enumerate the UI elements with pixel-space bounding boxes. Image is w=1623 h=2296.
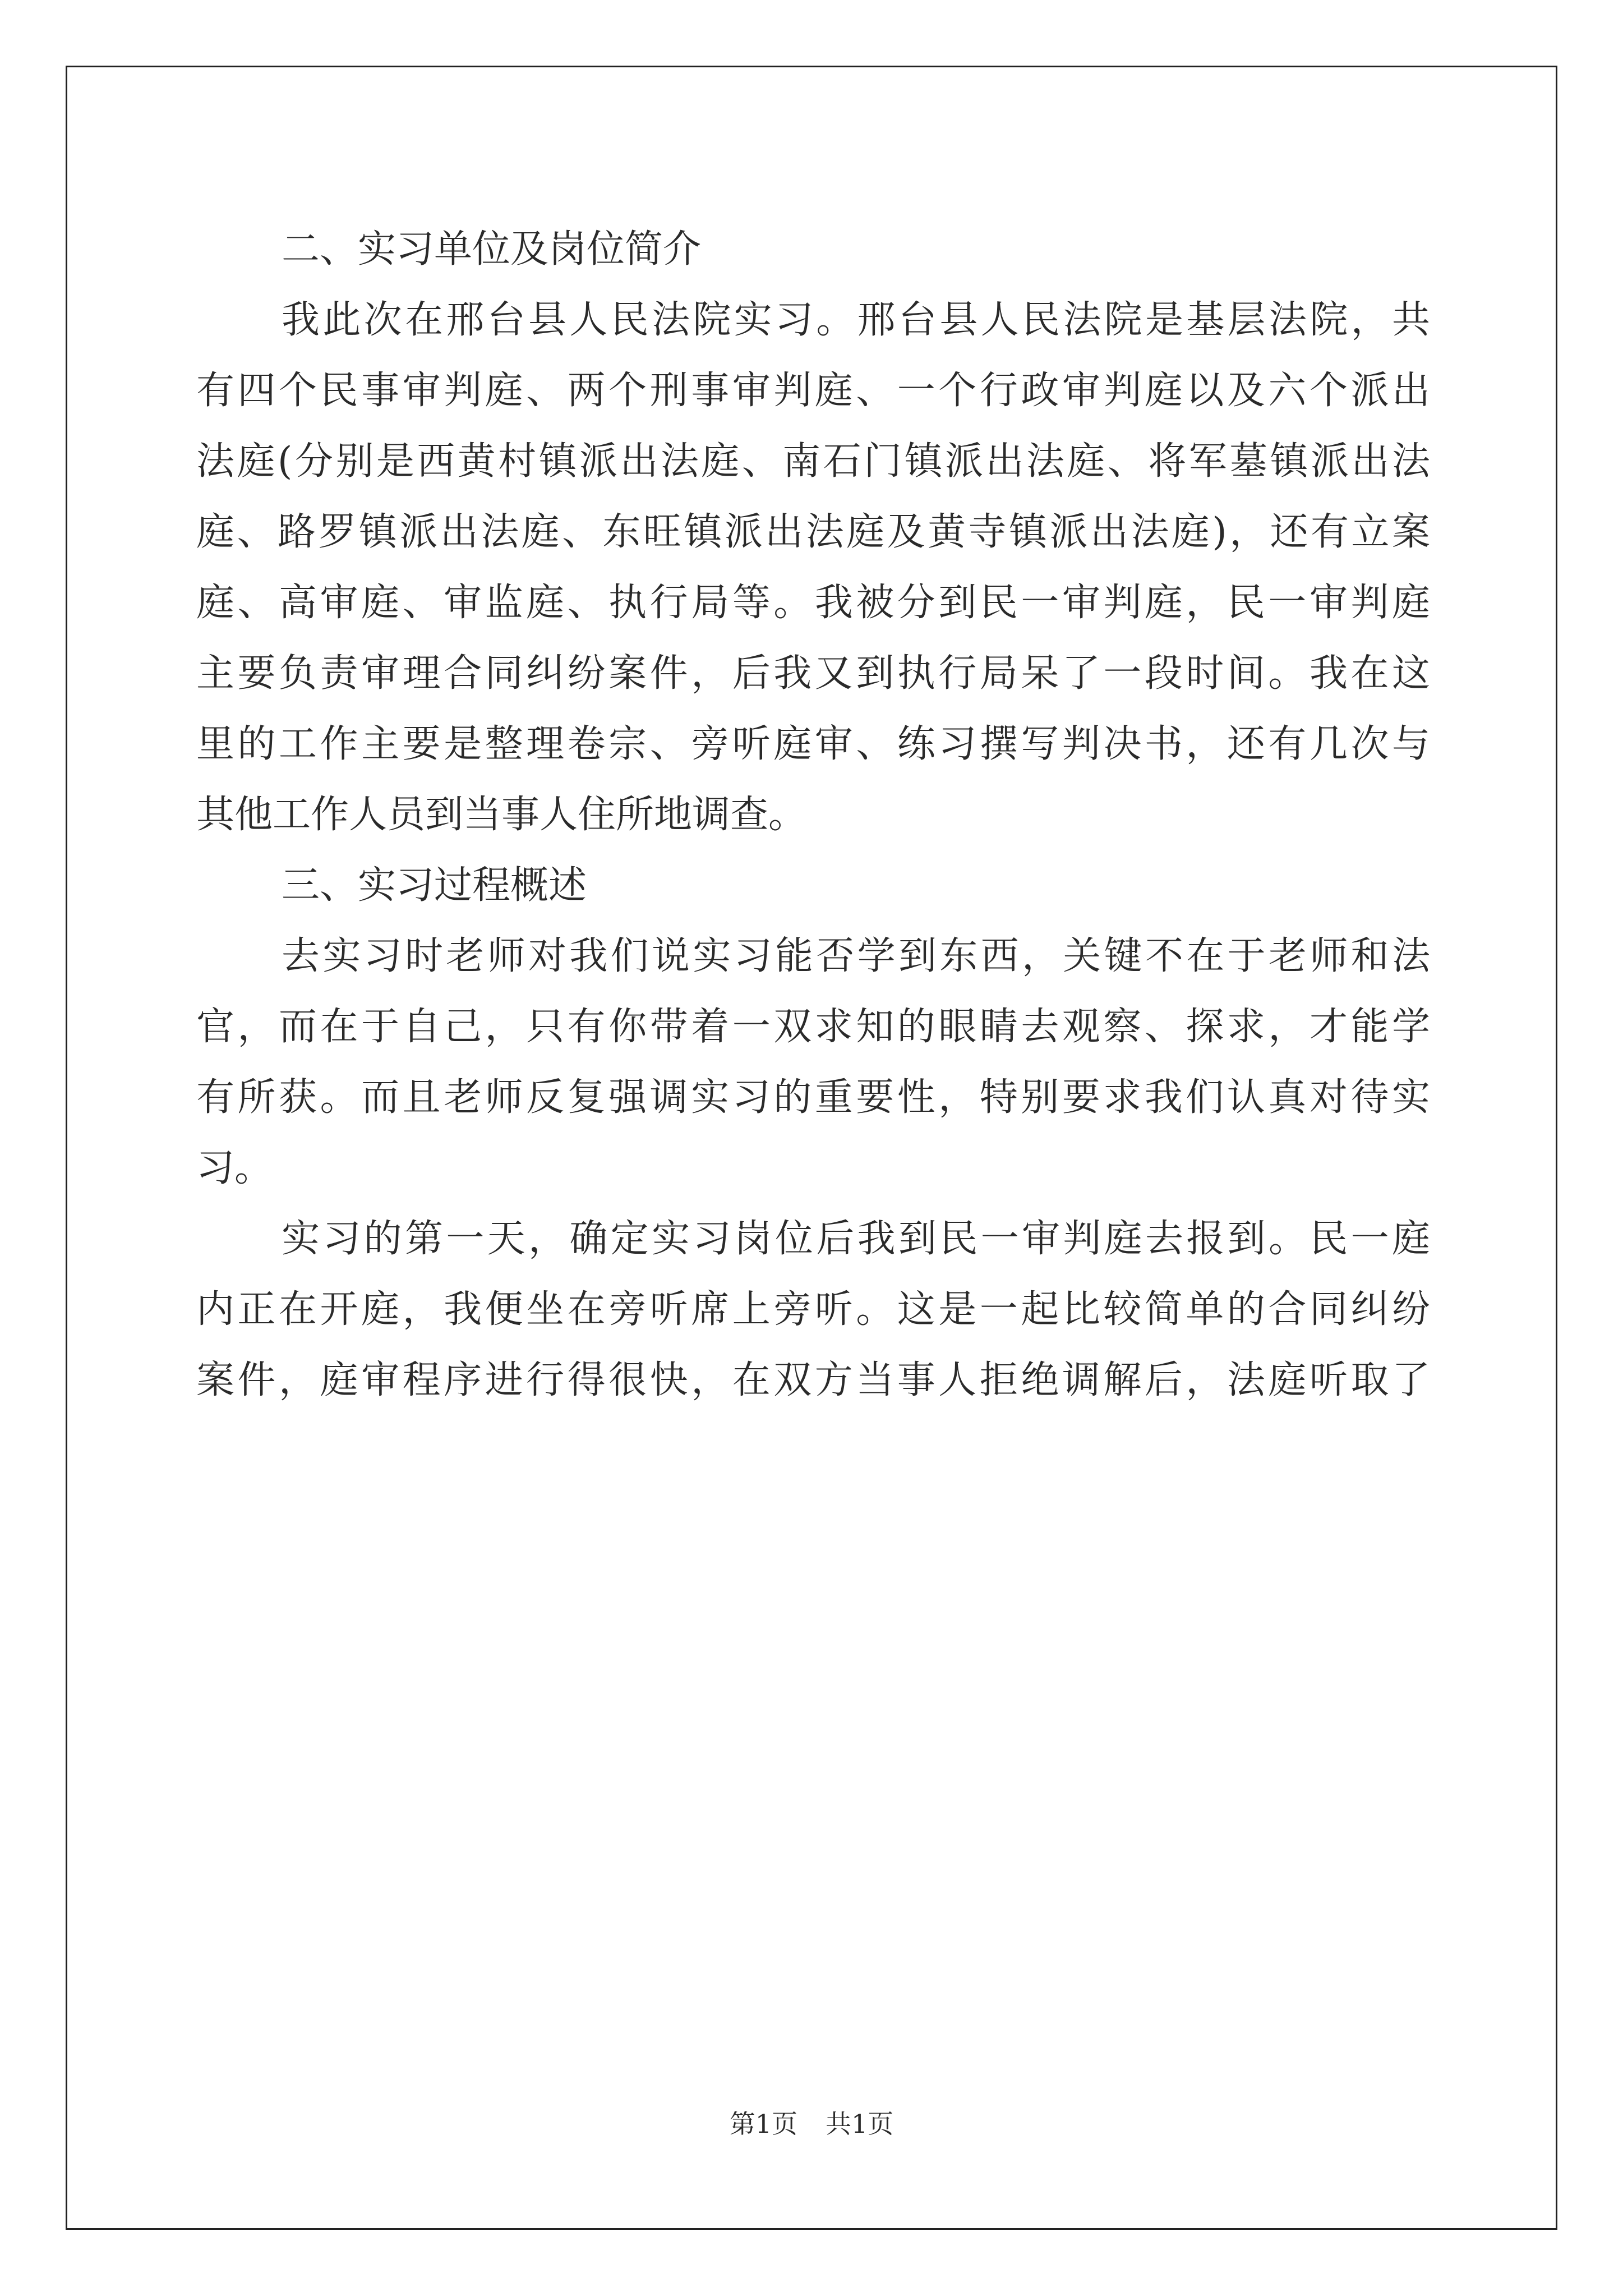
paragraph-line: 实习的第一天，确定实习岗位后我到民一审判庭去报到。民一庭 (282, 1217, 1430, 1261)
paragraph-line: 官，而在于自己，只有你带着一双求知的眼睛去观察、探求，才能学 (196, 1005, 1430, 1049)
paragraph-line: 里的工作主要是整理卷宗、旁听庭审、练习撰写判决书，还有几次与 (196, 722, 1430, 766)
paragraph-line: 去实习时老师对我们说实习能否学到东西，关键不在于老师和法 (282, 934, 1430, 978)
paragraph-line: 我此次在邢台县人民法院实习。邢台县人民法院是基层法院，共 (282, 298, 1430, 342)
heading-internship-process: 三、实习过程概述 (282, 863, 587, 908)
paragraph-line: 有所获。而且老师反复强调实习的重要性，特别要求我们认真对待实 (196, 1075, 1430, 1120)
page-footer (0, 2104, 1623, 2141)
paragraph-line: 习。 (196, 1146, 273, 1190)
paragraph-line: 法庭(分别是西黄村镇派出法庭、南石门镇派出法庭、将军墓镇派出法 (196, 439, 1430, 484)
paragraph-line: 庭、高审庭、审监庭、执行局等。我被分到民一审判庭，民一审判庭 (196, 581, 1430, 625)
paragraph-line: 其他工作人员到当事人住所地调查。 (196, 793, 807, 837)
document-body (196, 214, 1430, 1416)
paragraph-line: 庭、路罗镇派出法庭、东旺镇派出法庭及黄寺镇派出法庭)，还有立案 (196, 510, 1430, 554)
page-number: 第1页 (729, 2109, 797, 2139)
page-total: 共1页 (826, 2109, 894, 2139)
paragraph-line: 有四个民事审判庭、两个刑事审判庭、一个行政审判庭以及六个派出 (196, 369, 1430, 413)
heading-internship-unit: 二、实习单位及岗位简介 (282, 227, 702, 272)
paragraph-line: 内正在开庭，我便坐在旁听席上旁听。这是一起比较简单的合同纠纷 (196, 1287, 1430, 1332)
paragraph-line: 主要负责审理合同纠纷案件，后我又到执行局呆了一段时间。我在这 (196, 651, 1430, 696)
paragraph-line: 案件，庭审程序进行得很快，在双方当事人拒绝调解后，法庭听取了 (196, 1358, 1430, 1402)
